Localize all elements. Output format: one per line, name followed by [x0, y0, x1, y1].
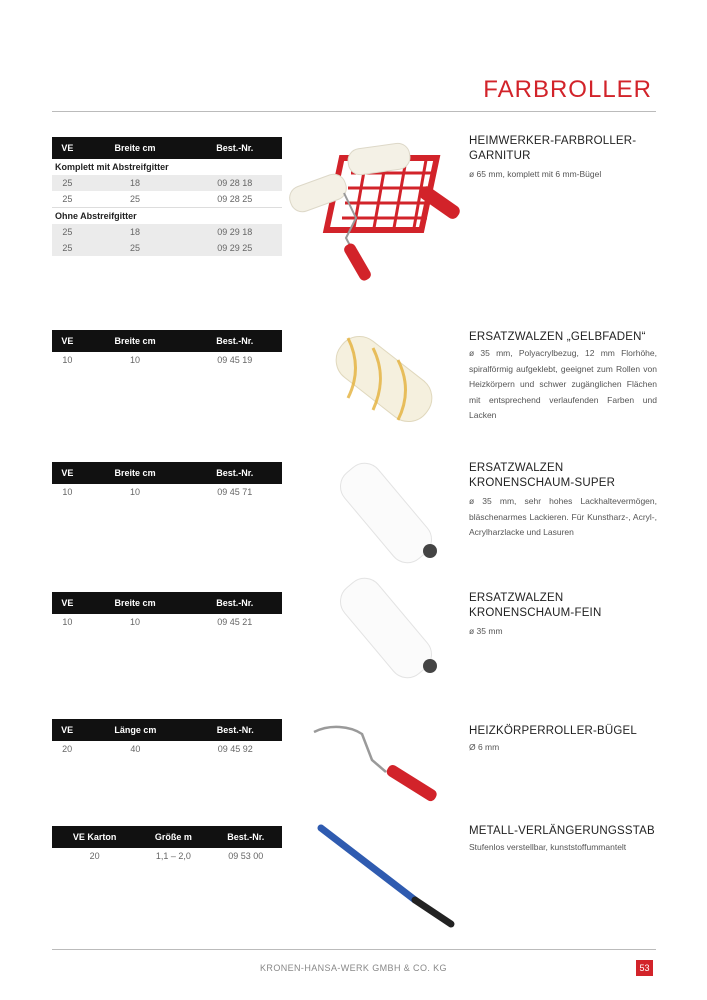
cell-article: 09 45 21	[217, 617, 253, 627]
cell-size: 25	[83, 191, 188, 208]
product-2-table	[52, 330, 282, 368]
col-header: Breite cm	[83, 592, 188, 614]
col-header: Breite cm	[83, 462, 188, 484]
cell-size: 40	[130, 744, 141, 754]
table-row	[52, 741, 282, 757]
footer-divider	[52, 949, 656, 950]
cell-article: 09 45 71	[217, 487, 253, 497]
col-header: Länge cm	[82, 719, 188, 741]
extension-pole-image	[315, 822, 460, 932]
cell-article: 09 45 19	[217, 355, 253, 365]
col-header: VE Karton	[52, 826, 137, 848]
table-row	[52, 191, 282, 208]
col-header: VE	[52, 330, 83, 352]
page-number: 53	[636, 960, 653, 976]
cell-article: 09 28 25	[187, 191, 282, 208]
cell-size: 18	[83, 224, 188, 240]
page-title: FARBROLLER	[483, 76, 652, 103]
foam-roller-super-image	[318, 455, 448, 570]
product-5-name: HEIZKÖRPERROLLER-BÜGEL	[469, 725, 637, 737]
table-row	[52, 352, 282, 368]
title-divider	[52, 111, 656, 112]
cell-ve: 20	[89, 851, 100, 861]
product-1-table	[52, 137, 282, 256]
product-4-description: ø 35 mm	[469, 626, 503, 636]
cell-size: 10	[130, 355, 141, 365]
col-header: Best.-Nr.	[188, 719, 282, 741]
table-row	[52, 240, 282, 256]
col-header: Best.-Nr.	[187, 592, 282, 614]
product-2-name: ERSATZWALZEN „GELBFADEN“	[469, 331, 646, 343]
product-3-description: ø 35 mm, sehr hohes Lackhaltevermögen, bläschenarmes Lackieren. Für Kunstharz-, Acryl-, Acrylharzlacke und Lasuren	[469, 496, 657, 537]
col-header: Best.-Nr.	[210, 826, 282, 848]
cell-ve: 10	[62, 617, 73, 627]
group-label: Komplett mit Abstreifgitter	[52, 159, 282, 175]
table-row	[52, 224, 282, 240]
product-2-description: ø 35 mm, Polyacrylbezug, 12 mm Florhöhe, spiralförmig aufgeklebt, geeignet zum Rollen von Heizkörpern und schwer zugänglichen Flächen mit entsprechend verlaufenden Farben und Lacken	[469, 348, 657, 420]
col-header: Breite cm	[83, 330, 188, 352]
product-4-name: ERSATZWALZEN KRONENSCHAUM-FEIN	[469, 592, 602, 619]
col-header: Best.-Nr.	[187, 330, 282, 352]
cell-size: 10	[130, 487, 141, 497]
cell-size: 10	[130, 617, 141, 627]
table-row	[52, 614, 282, 630]
table-row	[52, 175, 282, 191]
group-label: Ohne Abstreifgitter	[52, 208, 282, 225]
cell-article: 09 45 92	[217, 744, 253, 754]
cell-ve: 25	[52, 191, 83, 208]
yellow-thread-roller-image	[318, 318, 448, 433]
product-1-name: HEIMWERKER-FARBROLLER-GARNITUR	[469, 135, 637, 162]
col-header: VE	[52, 592, 83, 614]
footer-company: KRONEN-HANSA-WERK GMBH & CO. KG	[260, 963, 447, 973]
cell-ve: 10	[62, 355, 73, 365]
product-6-description: Stufenlos verstellbar, kunststoffummantelt	[469, 842, 627, 852]
cell-size: 25	[83, 240, 188, 256]
table-row	[52, 484, 282, 500]
col-header: Breite cm	[83, 137, 188, 159]
col-header: VE	[52, 462, 83, 484]
product-6-table	[52, 826, 282, 864]
cell-ve: 25	[52, 224, 83, 240]
product-4-table	[52, 592, 282, 630]
product-5-description: Ø 6 mm	[469, 742, 500, 752]
col-header: Größe m	[137, 826, 209, 848]
product-3-table	[52, 462, 282, 500]
cell-ve: 10	[62, 487, 73, 497]
radiator-roller-handle-image	[310, 720, 450, 810]
col-header: Best.-Nr.	[187, 462, 282, 484]
cell-article: 09 53 00	[228, 851, 264, 861]
cell-ve: 25	[52, 240, 83, 256]
cell-article: 09 29 18	[187, 224, 282, 240]
cell-ve: 20	[62, 744, 73, 754]
col-header: Best.-Nr.	[187, 137, 282, 159]
product-6-name: METALL-VERLÄNGERUNGSSTAB	[469, 825, 655, 837]
col-header: VE	[52, 137, 83, 159]
paint-roller-set-image	[286, 138, 461, 303]
cell-article: 09 29 25	[187, 240, 282, 256]
cell-size: 1,1 – 2,0	[155, 851, 191, 861]
cell-ve: 25	[52, 175, 83, 191]
product-5-table	[52, 719, 282, 757]
cell-size: 18	[83, 175, 188, 191]
product-3-name: ERSATZWALZEN KRONENSCHAUM-SUPER	[469, 462, 616, 489]
product-1-description: ø 65 mm, komplett mit 6 mm-Bügel	[469, 169, 602, 179]
cell-article: 09 28 18	[187, 175, 282, 191]
col-header: VE	[52, 719, 82, 741]
foam-roller-fein-image	[318, 570, 448, 685]
table-row	[52, 848, 282, 864]
